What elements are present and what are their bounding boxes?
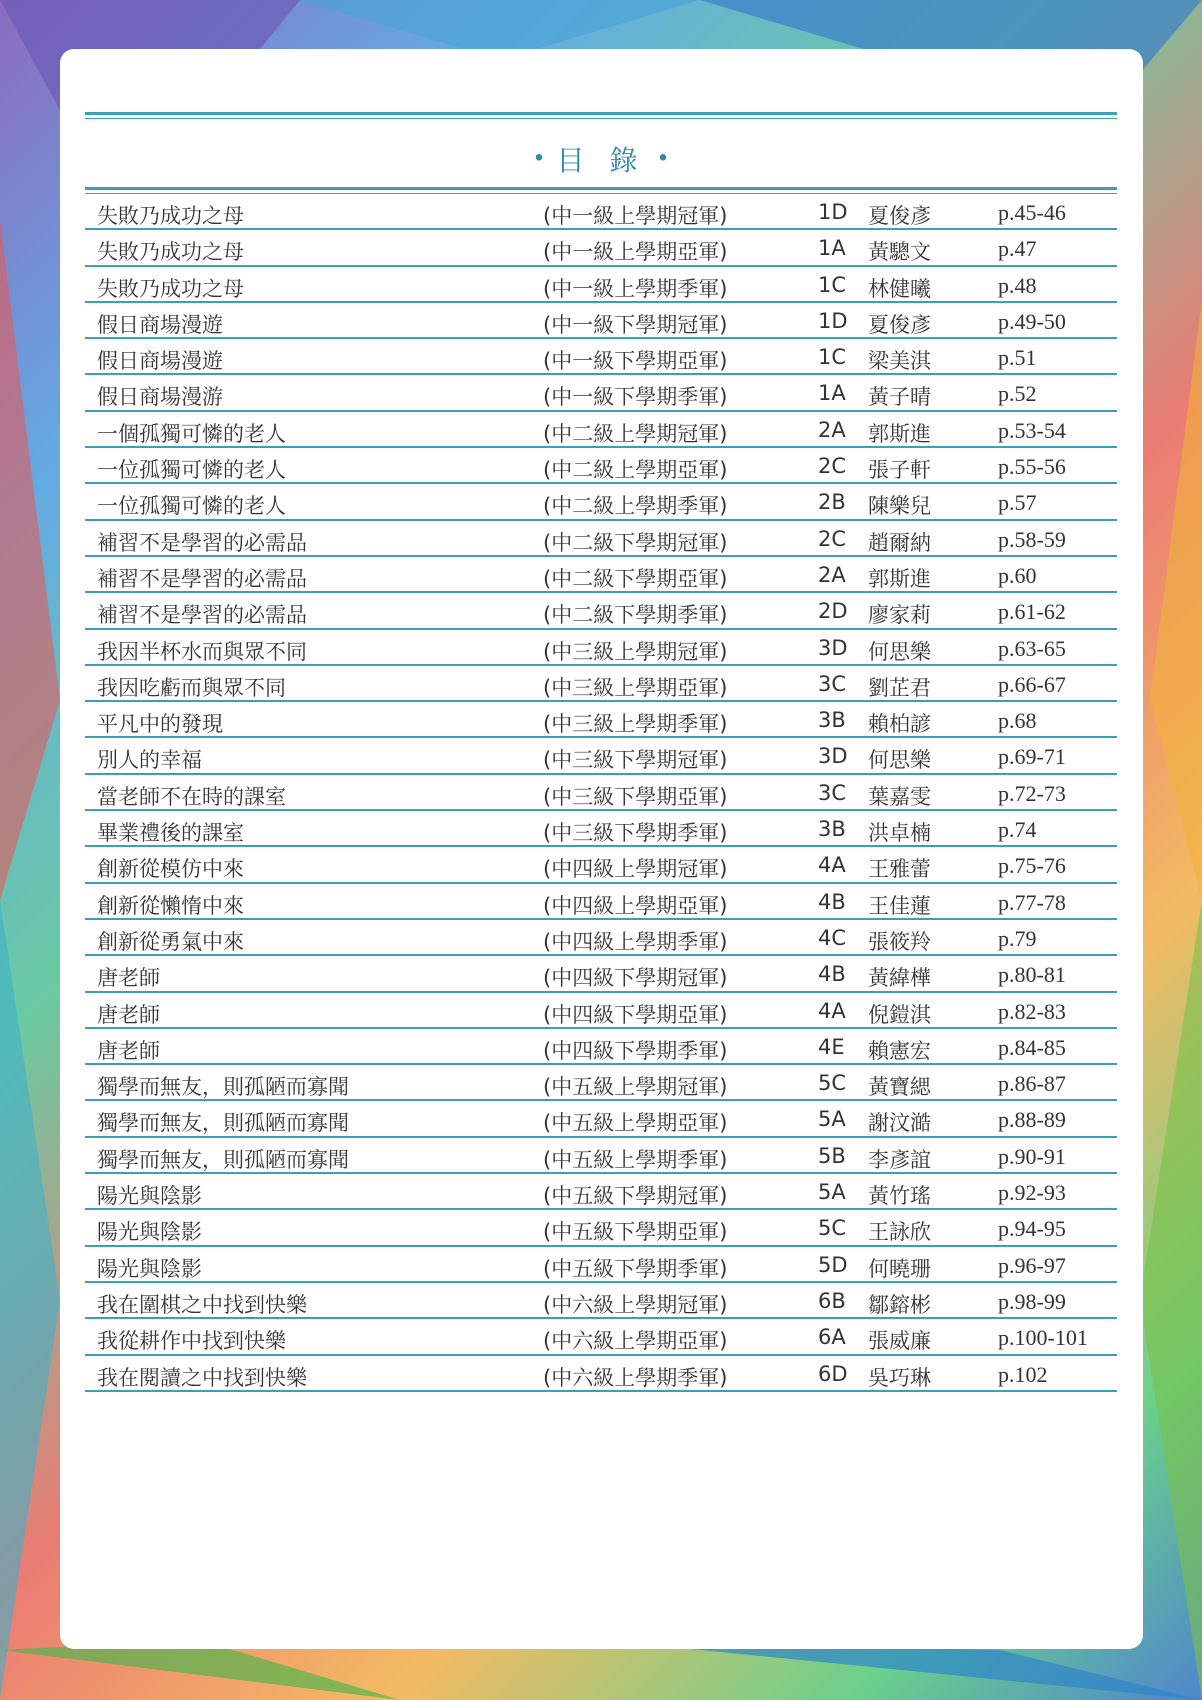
entry-award: (中四級下學期季軍) — [543, 1038, 728, 1063]
entry-award: (中二級上學期冠軍) — [543, 421, 728, 446]
entry-award: (中一級上學期亞軍) — [543, 240, 728, 265]
entry-class: 5A — [818, 1107, 846, 1132]
toc-row — [85, 811, 1117, 847]
entry-title: 補習不是學習的必需品 — [97, 530, 307, 555]
entry-award: (中四級下學期亞軍) — [543, 1002, 728, 1027]
entry-title: 獨學而無友，則孤陋而寡聞 — [97, 1075, 349, 1100]
toc-row — [85, 775, 1117, 811]
toc-row — [85, 738, 1117, 774]
entry-title: 創新從懶惰中來 — [97, 893, 244, 918]
entry-title: 失敗乃成功之母 — [97, 276, 244, 301]
entry-class: 4B — [818, 962, 846, 987]
entry-page: p.47 — [998, 236, 1037, 262]
entry-author: 劉芷君 — [868, 675, 931, 700]
entry-author: 謝汶澔 — [868, 1111, 931, 1136]
toc-row — [85, 194, 1117, 230]
entry-award: (中二級上學期亞軍) — [543, 458, 728, 483]
entry-title: 別人的幸福 — [97, 748, 202, 773]
entry-title: 失敗乃成功之母 — [97, 204, 244, 228]
entry-page: p.51 — [998, 345, 1037, 371]
entry-page: p.82-83 — [998, 998, 1066, 1024]
toc-row — [85, 993, 1117, 1029]
entry-author: 郭斯進 — [868, 421, 931, 446]
toc-row — [85, 484, 1117, 520]
entry-title: 一位孤獨可憐的老人 — [97, 458, 286, 483]
entry-page: p.58-59 — [998, 526, 1066, 552]
entry-award: (中三級下學期冠軍) — [543, 748, 728, 773]
toc-row — [85, 1356, 1117, 1392]
entry-title: 唐老師 — [97, 966, 160, 991]
top-rule — [85, 112, 1117, 119]
entry-class: 3B — [818, 817, 846, 842]
entry-page: p.60 — [998, 562, 1037, 588]
entry-page: p.100-101 — [998, 1325, 1088, 1351]
entry-award: (中二級下學期亞軍) — [543, 566, 728, 591]
entry-author: 黃竹瑤 — [868, 1184, 931, 1209]
toc-row — [85, 230, 1117, 266]
toc-row — [85, 666, 1117, 702]
entry-title: 獨學而無友，則孤陋而寡聞 — [97, 1147, 349, 1172]
entry-author: 賴憲宏 — [868, 1038, 931, 1063]
entry-author: 何思樂 — [868, 639, 931, 664]
page-heading — [85, 139, 1117, 179]
entry-award: (中五級下學期季軍) — [543, 1256, 728, 1281]
entry-author: 黃驄文 — [868, 240, 931, 265]
entry-author: 葉嘉雯 — [868, 784, 931, 809]
entry-award: (中一級下學期季軍) — [543, 385, 728, 410]
entry-class: 2C — [818, 526, 847, 551]
entry-award: (中五級下學期亞軍) — [543, 1220, 728, 1245]
entry-award: (中三級上學期亞軍) — [543, 675, 728, 700]
entry-class: 2C — [818, 454, 847, 479]
entry-award: (中一級上學期季軍) — [543, 276, 728, 301]
entry-award: (中四級上學期亞軍) — [543, 893, 728, 918]
entry-award: (中六級上學期冠軍) — [543, 1292, 728, 1317]
toc-row — [85, 847, 1117, 883]
entry-title: 創新從勇氣中來 — [97, 929, 244, 954]
entry-page: p.72-73 — [998, 780, 1066, 806]
entry-author: 王雅蕾 — [868, 857, 931, 882]
entry-author: 郭斯進 — [868, 566, 931, 591]
entry-class: 2B — [818, 490, 846, 515]
entry-title: 唐老師 — [97, 1002, 160, 1027]
entry-award: (中二級下學期冠軍) — [543, 530, 728, 555]
entry-title: 一位孤獨可憐的老人 — [97, 494, 286, 519]
entry-page: p.84-85 — [998, 1034, 1066, 1060]
entry-class: 3D — [818, 635, 848, 660]
entry-class: 2D — [818, 599, 848, 624]
toc-row — [85, 1029, 1117, 1065]
entry-author: 黃寶緦 — [868, 1075, 931, 1100]
entry-page: p.52 — [998, 381, 1037, 407]
entry-author: 王詠欣 — [868, 1220, 931, 1245]
entry-class: 1A — [818, 381, 846, 406]
entry-author: 張威廉 — [868, 1329, 931, 1354]
entry-page: p.49-50 — [998, 308, 1066, 334]
entry-award: (中三級上學期冠軍) — [543, 639, 728, 664]
toc-row — [85, 702, 1117, 738]
entry-title: 我從耕作中找到快樂 — [97, 1329, 286, 1354]
entry-class: 6D — [818, 1361, 848, 1386]
entry-class: 1A — [818, 236, 846, 261]
entry-page: p.94-95 — [998, 1216, 1066, 1242]
entry-award: (中三級下學期季軍) — [543, 821, 728, 846]
entry-award: (中一級上學期冠軍) — [543, 204, 728, 228]
toc-row — [85, 920, 1117, 956]
entry-page: p.102 — [998, 1361, 1048, 1387]
toc-row — [85, 1101, 1117, 1137]
toc-row — [85, 1210, 1117, 1246]
entry-page: p.68 — [998, 708, 1037, 734]
entry-page: p.98-99 — [998, 1288, 1066, 1314]
entry-class: 5B — [818, 1143, 846, 1168]
entry-author: 趙爾納 — [868, 530, 931, 555]
entry-page: p.77-78 — [998, 889, 1066, 915]
entry-page: p.75-76 — [998, 853, 1066, 879]
entry-class: 1C — [818, 272, 847, 297]
toc-row — [85, 884, 1117, 920]
entry-title: 假日商場漫遊 — [97, 349, 223, 374]
entry-author: 賴柏諺 — [868, 712, 931, 737]
entry-author: 鄒鎔彬 — [868, 1292, 931, 1317]
entry-author: 陳樂兒 — [868, 494, 931, 519]
entry-class: 6A — [818, 1325, 846, 1350]
toc-row — [85, 956, 1117, 992]
entry-page: p.45-46 — [998, 200, 1066, 225]
entry-class: 4C — [818, 925, 847, 950]
entry-author: 夏俊彥 — [868, 204, 931, 228]
toc-row — [85, 1065, 1117, 1101]
entry-author: 林健曦 — [868, 276, 931, 301]
entry-award: (中五級上學期季軍) — [543, 1147, 728, 1172]
entry-title: 補習不是學習的必需品 — [97, 603, 307, 628]
title-dot-right: • — [656, 146, 670, 172]
entry-page: p.90-91 — [998, 1143, 1066, 1169]
entry-title: 陽光與陰影 — [97, 1184, 202, 1209]
entry-class: 4A — [818, 998, 846, 1023]
entry-title: 一個孤獨可憐的老人 — [97, 421, 286, 446]
entry-page: p.55-56 — [998, 454, 1066, 480]
entry-class: 3B — [818, 708, 846, 733]
entry-class: 6B — [818, 1288, 846, 1313]
toc-row — [85, 339, 1117, 375]
entry-class: 3C — [818, 780, 847, 805]
entry-page: p.69-71 — [998, 744, 1066, 770]
entry-title: 唐老師 — [97, 1038, 160, 1063]
entry-class: 2A — [818, 417, 846, 442]
toc-row — [85, 448, 1117, 484]
title-dot-left: • — [532, 146, 546, 172]
entry-award: (中四級下學期冠軍) — [543, 966, 728, 991]
entry-award: (中一級下學期冠軍) — [543, 312, 728, 337]
entry-class: 1D — [818, 200, 848, 224]
entry-award: (中二級上學期季軍) — [543, 494, 728, 519]
page-title: 目 錄 — [556, 144, 646, 177]
entry-award: (中五級下學期冠軍) — [543, 1184, 728, 1209]
toc-row — [85, 375, 1117, 411]
entry-page: p.79 — [998, 925, 1037, 951]
toc-row — [85, 412, 1117, 448]
entry-author: 黃子晴 — [868, 385, 931, 410]
entry-class: 5C — [818, 1071, 847, 1096]
toc-row — [85, 593, 1117, 629]
entry-title: 獨學而無友，則孤陋而寡聞 — [97, 1111, 349, 1136]
entry-title: 我因半杯水而與眾不同 — [97, 639, 307, 664]
entry-page: p.61-62 — [998, 599, 1066, 625]
entry-page: p.48 — [998, 272, 1037, 298]
entry-page: p.63-65 — [998, 635, 1066, 661]
toc-row — [85, 1283, 1117, 1319]
toc-row — [85, 1247, 1117, 1283]
entry-title: 假日商場漫遊 — [97, 312, 223, 337]
toc-row — [85, 557, 1117, 593]
entry-class: 5A — [818, 1180, 846, 1205]
toc-row — [85, 1138, 1117, 1174]
entry-title: 失敗乃成功之母 — [97, 240, 244, 265]
entry-page: p.53-54 — [998, 417, 1066, 443]
entry-title: 畢業禮後的課室 — [97, 821, 244, 846]
toc-row — [85, 1319, 1117, 1355]
entry-award: (中六級上學期亞軍) — [543, 1329, 728, 1354]
entry-author: 張子軒 — [868, 458, 931, 483]
entry-author: 吳巧琳 — [868, 1365, 931, 1390]
entry-author: 洪卓楠 — [868, 821, 931, 846]
toc-table — [85, 187, 1117, 1392]
entry-page: p.92-93 — [998, 1180, 1066, 1206]
entry-award: (中四級上學期季軍) — [543, 929, 728, 954]
entry-author: 夏俊彥 — [868, 312, 931, 337]
entry-class: 4A — [818, 853, 846, 878]
entry-title: 我在圍棋之中找到快樂 — [97, 1292, 307, 1317]
entry-author: 何思樂 — [868, 748, 931, 773]
toc-row — [85, 1174, 1117, 1210]
entry-award: (中一級下學期亞軍) — [543, 349, 728, 374]
entry-class: 2A — [818, 562, 846, 587]
entry-class: 4B — [818, 889, 846, 914]
entry-award: (中五級上學期亞軍) — [543, 1111, 728, 1136]
entry-page: p.86-87 — [998, 1071, 1066, 1097]
entry-author: 王佳蓮 — [868, 893, 931, 918]
entry-author: 梁美淇 — [868, 349, 931, 374]
entry-award: (中三級上學期季軍) — [543, 712, 728, 737]
entry-page: p.88-89 — [998, 1107, 1066, 1133]
entry-class: 5D — [818, 1252, 848, 1277]
entry-author: 何曉珊 — [868, 1256, 931, 1281]
entry-award: (中三級下學期亞軍) — [543, 784, 728, 809]
entry-class: 4E — [818, 1034, 845, 1059]
entry-title: 我因吃虧而與眾不同 — [97, 675, 286, 700]
toc-row — [85, 303, 1117, 339]
entry-class: 5C — [818, 1216, 847, 1241]
entry-title: 當老師不在時的課室 — [97, 784, 286, 809]
entry-title: 平凡中的發現 — [97, 712, 223, 737]
entry-author: 廖家莉 — [868, 603, 931, 628]
entry-page: p.57 — [998, 490, 1037, 516]
toc-row — [85, 267, 1117, 303]
toc-card — [60, 49, 1143, 1649]
entry-award: (中二級下學期季軍) — [543, 603, 728, 628]
toc-row — [85, 630, 1117, 666]
entry-class: 3D — [818, 744, 848, 769]
toc-row — [85, 521, 1117, 557]
entry-page: p.96-97 — [998, 1252, 1066, 1278]
entry-title: 補習不是學習的必需品 — [97, 566, 307, 591]
entry-title: 陽光與陰影 — [97, 1220, 202, 1245]
entry-author: 張筱羚 — [868, 929, 931, 954]
entry-title: 假日商場漫游 — [97, 385, 223, 410]
entry-class: 1C — [818, 345, 847, 370]
entry-title: 創新從模仿中來 — [97, 857, 244, 882]
entry-page: p.80-81 — [998, 962, 1066, 988]
entry-author: 倪鎧淇 — [868, 1002, 931, 1027]
entry-page: p.66-67 — [998, 671, 1066, 697]
entry-award: (中四級上學期冠軍) — [543, 857, 728, 882]
entry-title: 我在閱讀之中找到快樂 — [97, 1365, 307, 1390]
entry-award: (中六級上學期季軍) — [543, 1365, 728, 1390]
entry-class: 3C — [818, 671, 847, 696]
entry-title: 陽光與陰影 — [97, 1256, 202, 1281]
entry-author: 李彥誼 — [868, 1147, 931, 1172]
entry-page: p.74 — [998, 817, 1037, 843]
entry-award: (中五級上學期冠軍) — [543, 1075, 728, 1100]
entry-class: 1D — [818, 308, 848, 333]
entry-author: 黃緯樺 — [868, 966, 931, 991]
